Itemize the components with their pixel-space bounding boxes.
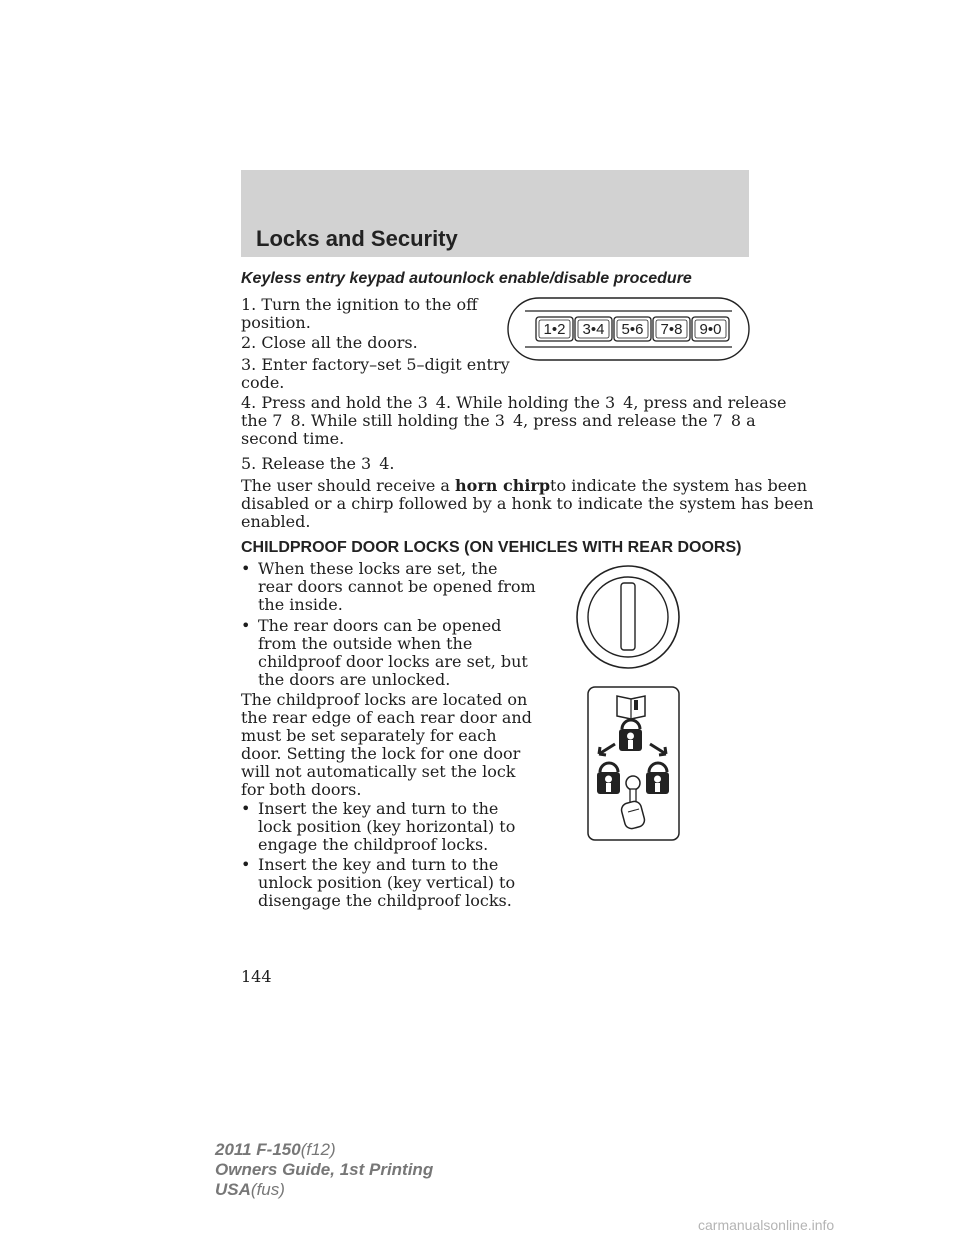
childproof-lock-label-illustration — [587, 686, 680, 842]
step-1-line-1: 1. Turn the ignition to the off — [241, 295, 478, 314]
keypad-procedure-heading: Keyless entry keypad autounlock enable/disable procedure — [241, 270, 692, 287]
footer-line-1: 2011 F-150(f12) — [215, 1140, 336, 1159]
horn-chirp-note — [241, 477, 814, 531]
print-footer — [215, 1140, 433, 1200]
keypad-key-78-label: 7•8 — [660, 321, 683, 338]
footer-line-2: Owners Guide, 1st Printing — [215, 1160, 434, 1179]
step-3 — [241, 356, 510, 392]
step-4 — [241, 394, 786, 448]
step-2-line-1: 2. Close all the doors. — [241, 333, 418, 352]
keypad-key-78 — [653, 317, 690, 341]
inline-dot — [615, 396, 623, 410]
step-2 — [241, 334, 418, 352]
childproof-location-paragraph: The childproof locks are located on the rear edge of each rear door and must be set separately for each door. Setting the lock for one door will not automatically set the lock for both doors. — [241, 690, 532, 799]
section-title: Locks and Security — [256, 226, 458, 251]
bullet-icon: • — [241, 799, 251, 818]
step-5: 5. Release the 3 4. — [241, 454, 395, 473]
page-number: 144 — [241, 967, 272, 986]
bullet-icon: • — [241, 855, 251, 874]
inline-dot — [723, 414, 731, 428]
keypad-illustration — [507, 297, 750, 361]
childproof-heading: CHILDPROOF DOOR LOCKS (ON VEHICLES WITH REAR DOORS) — [241, 539, 742, 556]
step-3-line-2: code. — [241, 373, 285, 392]
keypad-key-56 — [614, 317, 651, 341]
lock-cylinder-illustration — [575, 564, 681, 670]
keypad-key-90-label: 9•0 — [699, 321, 722, 338]
keypad-key-12 — [536, 317, 573, 341]
step-4-line-1: 4. Press and hold the 3 4. While holding the 3 4, press and release — [241, 393, 787, 412]
step-3-line-1: 3. Enter factory–set 5–digit entry — [241, 355, 510, 374]
note-line-3: enabled. — [241, 512, 311, 531]
keypad-key-56-label: 5•6 — [621, 321, 644, 338]
footer-line-3: USA(fus) — [215, 1180, 285, 1199]
step-4-line-2: the 7 8. While still holding the 3 4, press and release the 7 8 a — [241, 411, 756, 430]
keypad-key-34 — [575, 317, 612, 341]
step-4-line-3: second time. — [241, 429, 345, 448]
note-line-1: The user should receive a horn chirpto indicate the system has been — [241, 476, 807, 495]
keypad-key-90 — [692, 317, 729, 341]
bullet-icon: • — [241, 559, 251, 578]
owner-manual-icon — [617, 696, 645, 719]
watermark-link[interactable]: carmanualsonline.info — [698, 1217, 835, 1233]
step-1-line-2: position. — [241, 313, 311, 332]
step-1 — [241, 296, 477, 332]
inline-dot — [428, 396, 436, 410]
keypad-key-12-label: 1•2 — [543, 321, 566, 338]
note-line-2: disabled or a chirp followed by a honk to indicate the system has been — [241, 494, 814, 513]
bullet-icon: • — [241, 616, 251, 635]
inline-dot — [505, 414, 513, 428]
horn-chirp-term: horn chirp — [455, 476, 551, 495]
keypad-key-34-label: 3•4 — [582, 321, 605, 338]
